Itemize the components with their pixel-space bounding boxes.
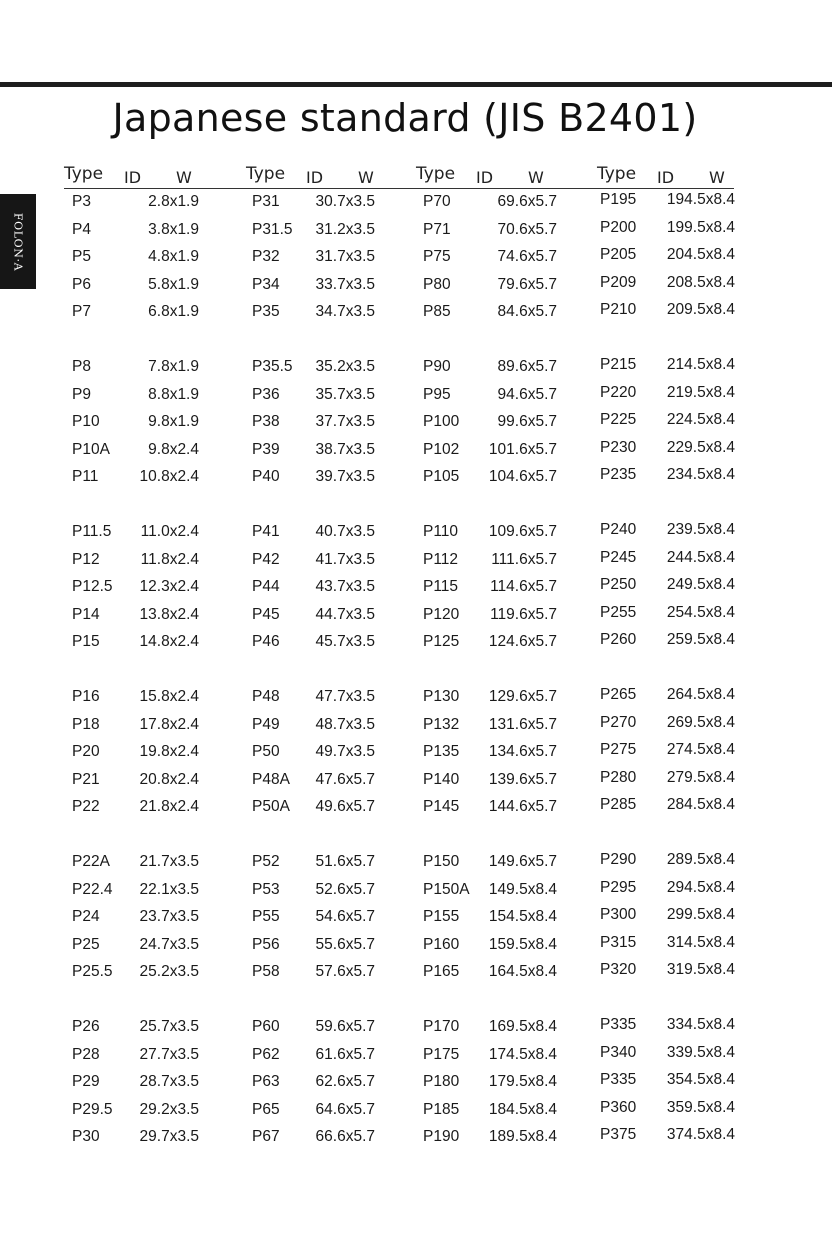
oring-dimension: 34.7x3.5 (315, 303, 375, 320)
oring-type: P15 (72, 633, 100, 650)
oring-dimension: 35.2x3.5 (315, 358, 375, 375)
oring-dimension: 224.5x8.4 (666, 411, 735, 428)
header-id: ID (476, 168, 494, 187)
oring-type: P10 (72, 413, 100, 430)
oring-type: P8 (72, 358, 91, 375)
oring-type: P46 (252, 633, 280, 650)
oring-type: P62 (252, 1045, 280, 1063)
oring-type: P185 (423, 1100, 460, 1118)
oring-dimension: 62.6x5.7 (315, 1073, 375, 1090)
header-id: ID (306, 168, 324, 187)
oring-dimension: 41.7x3.5 (315, 550, 375, 568)
oring-dimension: 104.6x5.7 (488, 468, 557, 485)
side-tab (0, 194, 36, 289)
oring-type: P34 (252, 275, 280, 293)
oring-type: P180 (423, 1073, 460, 1090)
oring-dimension: 84.6x5.7 (497, 303, 557, 320)
oring-dimension: 12.3x2.4 (139, 578, 199, 595)
oring-type: P25 (72, 935, 100, 953)
oring-type: P36 (252, 385, 280, 403)
oring-dimension: 109.6x5.7 (488, 523, 557, 540)
header-w: W (358, 168, 374, 187)
oring-dimension: 21.7x3.5 (139, 853, 199, 870)
oring-dimension: 131.6x5.7 (488, 715, 557, 733)
oring-dimension: 229.5x8.4 (666, 438, 735, 456)
header-type: Type (416, 164, 456, 184)
header-type: Type (597, 164, 637, 184)
oring-dimension: 299.5x8.4 (666, 906, 735, 923)
oring-dimension: 149.6x5.7 (488, 853, 557, 870)
oring-dimension: 39.7x3.5 (315, 468, 375, 485)
oring-type: P320 (600, 961, 637, 978)
oring-dimension: 21.8x2.4 (139, 798, 199, 815)
oring-dimension: 99.6x5.7 (497, 413, 557, 430)
oring-type: P14 (72, 605, 100, 623)
oring-dimension: 259.5x8.4 (666, 631, 735, 648)
oring-dimension: 319.5x8.4 (666, 961, 735, 978)
oring-type: P21 (72, 770, 100, 788)
oring-dimension: 38.7x3.5 (315, 440, 375, 458)
oring-dimension: 179.5x8.4 (488, 1073, 557, 1090)
oring-dimension: 19.8x2.4 (139, 743, 199, 760)
oring-dimension: 144.6x5.7 (488, 798, 557, 815)
oring-dimension: 57.6x5.7 (315, 963, 375, 980)
oring-dimension: 30.7x3.5 (315, 193, 375, 210)
oring-dimension: 7.8x1.9 (148, 358, 199, 375)
oring-type: P340 (600, 1043, 637, 1061)
oring-type: P28 (72, 1045, 100, 1063)
oring-type: P22A (72, 853, 110, 870)
oring-type: P22.4 (72, 880, 113, 898)
oring-type: P35 (252, 303, 280, 320)
oring-type: P70 (423, 193, 451, 210)
oring-type: P56 (252, 935, 280, 953)
oring-dimension: 289.5x8.4 (666, 851, 735, 868)
oring-dimension: 334.5x8.4 (666, 1016, 735, 1033)
oring-type: P24 (72, 908, 100, 925)
oring-type: P4 (72, 220, 91, 238)
oring-type: P225 (600, 411, 637, 428)
oring-dimension: 249.5x8.4 (666, 576, 735, 593)
oring-type: P102 (423, 440, 460, 458)
oring-type: P255 (600, 603, 637, 621)
header-w: W (709, 168, 725, 187)
oring-type: P285 (600, 796, 637, 813)
oring-dimension: 208.5x8.4 (666, 273, 735, 291)
oring-type: P6 (72, 275, 91, 293)
oring-dimension: 139.6x5.7 (488, 770, 557, 788)
oring-dimension: 149.5x8.4 (488, 880, 557, 898)
oring-dimension: 194.5x8.4 (666, 191, 735, 208)
oring-type: P44 (252, 578, 280, 595)
header-type: Type (64, 164, 104, 184)
oring-dimension: 2.8x1.9 (148, 193, 199, 210)
oring-dimension: 43.7x3.5 (315, 578, 375, 595)
oring-type: P112 (423, 550, 459, 568)
oring-type: P110 (423, 523, 459, 540)
oring-dimension: 13.8x2.4 (139, 605, 199, 623)
oring-type: P32 (252, 248, 280, 265)
oring-dimension: 54.6x5.7 (315, 908, 375, 925)
oring-dimension: 64.6x5.7 (315, 1100, 375, 1118)
oring-type: P31 (252, 193, 280, 210)
oring-type: P90 (423, 358, 451, 375)
oring-type: P22 (72, 798, 100, 815)
oring-type: P150A (423, 880, 470, 898)
oring-type: P9 (72, 385, 91, 403)
oring-dimension: 314.5x8.4 (666, 933, 735, 951)
oring-dimension: 49.7x3.5 (315, 743, 375, 760)
oring-type: P71 (423, 220, 451, 238)
oring-type: P35.5 (252, 358, 293, 375)
oring-dimension: 22.1x3.5 (139, 880, 199, 898)
oring-dimension: 209.5x8.4 (666, 301, 735, 318)
oring-dimension: 134.6x5.7 (488, 743, 557, 760)
oring-dimension: 159.5x8.4 (488, 935, 557, 953)
oring-type: P7 (72, 303, 91, 320)
oring-type: P58 (252, 963, 280, 980)
oring-type: P49 (252, 715, 280, 733)
oring-type: P135 (423, 743, 460, 760)
header-id: ID (124, 168, 142, 187)
oring-dimension: 17.8x2.4 (139, 715, 199, 733)
oring-type: P215 (600, 356, 637, 373)
oring-type: P120 (423, 605, 460, 623)
oring-type: P29 (72, 1073, 100, 1090)
oring-dimension: 70.6x5.7 (497, 220, 557, 238)
oring-type: P210 (600, 301, 637, 318)
oring-dimension: 4.8x1.9 (148, 248, 199, 265)
oring-dimension: 174.5x8.4 (488, 1045, 557, 1063)
oring-dimension: 214.5x8.4 (666, 356, 735, 373)
oring-dimension: 29.2x3.5 (139, 1100, 199, 1118)
oring-type: P105 (423, 468, 460, 485)
oring-type: P335 (600, 1071, 637, 1088)
oring-type: P220 (600, 383, 637, 401)
oring-type: P26 (72, 1018, 100, 1035)
oring-type: P125 (423, 633, 460, 650)
oring-dimension: 239.5x8.4 (666, 521, 735, 538)
oring-type: P31.5 (252, 220, 293, 238)
oring-dimension: 29.7x3.5 (139, 1128, 199, 1145)
oring-dimension: 199.5x8.4 (666, 218, 735, 236)
oring-type: P50 (252, 743, 280, 760)
oring-type: P290 (600, 851, 637, 868)
oring-dimension: 359.5x8.4 (666, 1098, 735, 1116)
oring-dimension: 14.8x2.4 (139, 633, 199, 650)
oring-type: P270 (600, 713, 637, 731)
oring-type: P95 (423, 385, 451, 403)
oring-dimension: 234.5x8.4 (666, 466, 735, 483)
oring-dimension: 184.5x8.4 (488, 1100, 557, 1118)
oring-type: P260 (600, 631, 637, 648)
oring-dimension: 11.0x2.4 (140, 523, 199, 540)
oring-type: P335 (600, 1016, 637, 1033)
oring-dimension: 339.5x8.4 (666, 1043, 735, 1061)
oring-dimension: 28.7x3.5 (139, 1073, 199, 1090)
oring-dimension: 15.8x2.4 (139, 688, 199, 705)
oring-dimension: 48.7x3.5 (315, 715, 375, 733)
oring-dimension: 79.6x5.7 (497, 275, 557, 293)
oring-type: P100 (423, 413, 460, 430)
oring-dimension: 44.7x3.5 (315, 605, 375, 623)
oring-dimension: 101.6x5.7 (488, 440, 557, 458)
page-title: Japanese standard (JIS B2401) (112, 96, 698, 140)
oring-type: P10A (72, 440, 110, 458)
oring-type: P55 (252, 908, 280, 925)
oring-type: P80 (423, 275, 451, 293)
oring-dimension: 164.5x8.4 (488, 963, 557, 980)
oring-type: P165 (423, 963, 460, 980)
oring-dimension: 111.6x5.7 (491, 550, 557, 568)
oring-type: P140 (423, 770, 460, 788)
oring-type: P190 (423, 1128, 460, 1145)
oring-type: P250 (600, 576, 637, 593)
oring-dimension: 33.7x3.5 (315, 275, 375, 293)
oring-dimension: 23.7x3.5 (139, 908, 199, 925)
oring-dimension: 5.8x1.9 (148, 275, 199, 293)
oring-dimension: 40.7x3.5 (315, 523, 375, 540)
oring-dimension: 25.7x3.5 (139, 1018, 199, 1035)
oring-dimension: 25.2x3.5 (139, 963, 199, 980)
oring-dimension: 31.7x3.5 (315, 248, 375, 265)
oring-dimension: 119.6x5.7 (490, 605, 557, 623)
oring-dimension: 254.5x8.4 (666, 603, 735, 621)
oring-type: P75 (423, 248, 451, 265)
oring-type: P145 (423, 798, 460, 815)
oring-dimension: 51.6x5.7 (315, 853, 375, 870)
oring-dimension: 9.8x2.4 (148, 440, 199, 458)
oring-type: P11 (72, 468, 99, 485)
oring-type: P29.5 (72, 1100, 113, 1118)
oring-dimension: 124.6x5.7 (488, 633, 557, 650)
oring-type: P45 (252, 605, 280, 623)
oring-dimension: 55.6x5.7 (315, 935, 375, 953)
oring-type: P11.5 (72, 523, 112, 540)
oring-dimension: 10.8x2.4 (139, 468, 199, 485)
header-w: W (176, 168, 192, 187)
oring-dimension: 129.6x5.7 (488, 688, 557, 705)
header-rule (64, 188, 734, 189)
oring-type: P235 (600, 466, 637, 483)
top-rule (0, 82, 832, 87)
oring-type: P85 (423, 303, 451, 320)
oring-type: P280 (600, 768, 637, 786)
header-id: ID (657, 168, 675, 187)
oring-type: P315 (600, 933, 637, 951)
oring-dimension: 284.5x8.4 (666, 796, 735, 813)
oring-type: P155 (423, 908, 460, 925)
oring-dimension: 9.8x1.9 (148, 413, 199, 430)
oring-dimension: 169.5x8.4 (488, 1018, 557, 1035)
oring-dimension: 66.6x5.7 (315, 1128, 375, 1145)
oring-type: P295 (600, 878, 637, 896)
oring-dimension: 279.5x8.4 (666, 768, 735, 786)
oring-dimension: 374.5x8.4 (666, 1126, 735, 1143)
oring-type: P50A (252, 798, 290, 815)
oring-dimension: 61.6x5.7 (315, 1045, 375, 1063)
oring-type: P53 (252, 880, 280, 898)
oring-type: P12 (72, 550, 100, 568)
oring-dimension: 354.5x8.4 (666, 1071, 735, 1088)
oring-type: P52 (252, 853, 280, 870)
oring-type: P205 (600, 246, 637, 263)
oring-type: P3 (72, 193, 91, 210)
oring-dimension: 244.5x8.4 (666, 548, 735, 566)
oring-dimension: 264.5x8.4 (666, 686, 735, 703)
oring-dimension: 47.6x5.7 (315, 770, 375, 788)
oring-dimension: 52.6x5.7 (315, 880, 375, 898)
oring-dimension: 27.7x3.5 (139, 1045, 199, 1063)
oring-type: P67 (252, 1128, 280, 1145)
oring-dimension: 114.6x5.7 (490, 578, 557, 595)
oring-type: P40 (252, 468, 280, 485)
oring-type: P150 (423, 853, 460, 870)
oring-type: P195 (600, 191, 637, 208)
oring-dimension: 204.5x8.4 (666, 246, 735, 263)
oring-dimension: 45.7x3.5 (315, 633, 375, 650)
oring-type: P39 (252, 440, 280, 458)
oring-dimension: 3.8x1.9 (148, 220, 199, 238)
oring-type: P42 (252, 550, 280, 568)
oring-dimension: 74.6x5.7 (497, 248, 557, 265)
oring-dimension: 154.5x8.4 (488, 908, 557, 925)
oring-type: P48 (252, 688, 280, 705)
oring-type: P12.5 (72, 578, 113, 595)
oring-dimension: 219.5x8.4 (666, 383, 735, 401)
oring-type: P200 (600, 218, 637, 236)
oring-dimension: 31.2x3.5 (315, 220, 375, 238)
oring-dimension: 89.6x5.7 (497, 358, 557, 375)
oring-type: P160 (423, 935, 460, 953)
oring-dimension: 274.5x8.4 (666, 741, 735, 758)
oring-type: P63 (252, 1073, 280, 1090)
oring-dimension: 20.8x2.4 (139, 770, 199, 788)
oring-type: P130 (423, 688, 460, 705)
oring-type: P209 (600, 273, 637, 291)
oring-dimension: 37.7x3.5 (315, 413, 375, 430)
oring-type: P16 (72, 688, 100, 705)
oring-type: P230 (600, 438, 637, 456)
oring-type: P48A (252, 770, 290, 788)
oring-type: P38 (252, 413, 280, 430)
oring-type: P240 (600, 521, 637, 538)
oring-type: P60 (252, 1018, 280, 1035)
oring-type: P5 (72, 248, 91, 265)
oring-dimension: 189.5x8.4 (488, 1128, 557, 1145)
oring-dimension: 294.5x8.4 (666, 878, 735, 896)
oring-type: P360 (600, 1098, 637, 1116)
header-type: Type (246, 164, 286, 184)
oring-type: P375 (600, 1126, 637, 1143)
oring-type: P132 (423, 715, 460, 733)
oring-dimension: 49.6x5.7 (315, 798, 375, 815)
oring-type: P25.5 (72, 963, 113, 980)
side-tab-label: FOLON·A (11, 212, 25, 272)
oring-type: P300 (600, 906, 637, 923)
oring-dimension: 69.6x5.7 (497, 193, 557, 210)
oring-type: P18 (72, 715, 100, 733)
oring-type: P170 (423, 1018, 460, 1035)
oring-dimension: 8.8x1.9 (148, 385, 199, 403)
oring-dimension: 94.6x5.7 (497, 385, 557, 403)
oring-type: P41 (252, 523, 280, 540)
oring-type: P175 (423, 1045, 460, 1063)
oring-dimension: 59.6x5.7 (315, 1018, 375, 1035)
oring-type: P65 (252, 1100, 280, 1118)
oring-type: P115 (423, 578, 459, 595)
oring-dimension: 24.7x3.5 (139, 935, 199, 953)
oring-type: P30 (72, 1128, 100, 1145)
oring-type: P245 (600, 548, 637, 566)
oring-type: P20 (72, 743, 100, 760)
oring-dimension: 35.7x3.5 (315, 385, 375, 403)
oring-dimension: 6.8x1.9 (148, 303, 199, 320)
oring-dimension: 47.7x3.5 (315, 688, 375, 705)
header-w: W (528, 168, 544, 187)
oring-dimension: 269.5x8.4 (666, 713, 735, 731)
oring-dimension: 11.8x2.4 (140, 550, 199, 568)
oring-type: P265 (600, 686, 637, 703)
oring-type: P275 (600, 741, 637, 758)
